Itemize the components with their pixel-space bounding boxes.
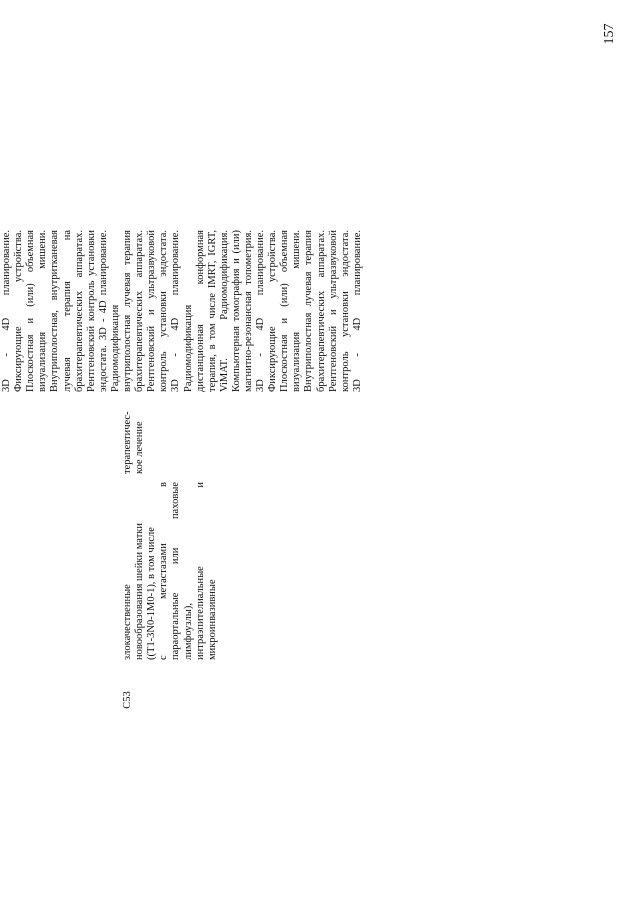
method-line: 3D - 4D планирование. [351,230,363,392]
method-line: эндостата. 3D - 4D планирование. [97,230,109,392]
treatment-type-line: терапевтичес- [122,411,134,474]
diagnosis-line: лимфоузлы), [182,603,194,660]
method-line: брахитерапевтических аппаратах. [134,230,146,392]
method-line: 3D - 4D планирование. [1,230,13,392]
method-line: ViMAT. Радиомодификация. [218,230,230,392]
method-line: внутриполостная лучевая терапия [122,230,134,392]
diagnosis-cell [122,478,364,664]
method-line: брахитерапевтических аппаратах. [315,230,327,392]
method-cell [122,226,364,396]
treatment-table [0,56,364,836]
method-line: Плоскостная и (или) объемная [279,230,291,392]
method-line: Компьютерная томография и (или) [230,230,242,392]
method-line: Плоскостная и (или) объемная [25,230,37,392]
method-line: контроль установки эндостата. [339,230,351,392]
diagnosis-line: микроинвазивные [206,579,218,660]
method-line: визуализация мишени. [291,230,303,392]
method-line: Радиомодификация [182,304,194,392]
method-line: магнитно-резонансная топометрия. [242,230,254,392]
method-line: визуализация мишени. [37,230,49,392]
method-line: терапия, в том числе IMRT, IGRT, [206,230,218,392]
table-row [122,56,364,836]
rotated-table [0,56,480,836]
method-line: Радиомодификация [109,304,121,392]
page-number: 157 [602,23,617,45]
treatment-type-line: кое лечение [134,421,146,474]
method-line: Внутриполостная лучевая терапия [303,230,315,392]
method-line: Внутриполостная, внутритканевая [49,230,61,392]
method-cell [0,226,122,396]
table-row [0,56,122,836]
method-line: дистанционная конформная [194,230,206,392]
diagnosis-line: параортальные или паховые [170,482,182,660]
method-line: 3D - 4D планирование. [255,230,267,392]
diagnosis-line: новообразования шейки матки [134,523,146,660]
method-line: 3D - 4D планирование. [170,230,182,392]
method-line: Фиксирующие устройства. [267,230,279,392]
method-line: Рентгеновский контроль установки [85,230,97,392]
method-line: Рентгеновский и ультразвуковой [327,230,339,392]
diagnosis-line: ((T1-3N0-1M0-1), в том числе [146,527,158,660]
treatment-type-cell [122,396,364,478]
method-line: лучевая терапия на [61,230,73,392]
diagnosis-line: злокачественные [122,584,134,660]
diagnosis-line: с метастазами в [158,482,170,660]
diagnosis-line: интраэпителиальные и [194,482,206,660]
method-line: контроль установки эндостата. [158,230,170,392]
icd-code: C53 [122,691,134,709]
method-line: Фиксирующие устройства. [13,230,25,392]
method-line: брахитерапевтических аппаратах. [73,230,85,392]
method-line: Рентгеновский и ультразвуковой [146,230,158,392]
